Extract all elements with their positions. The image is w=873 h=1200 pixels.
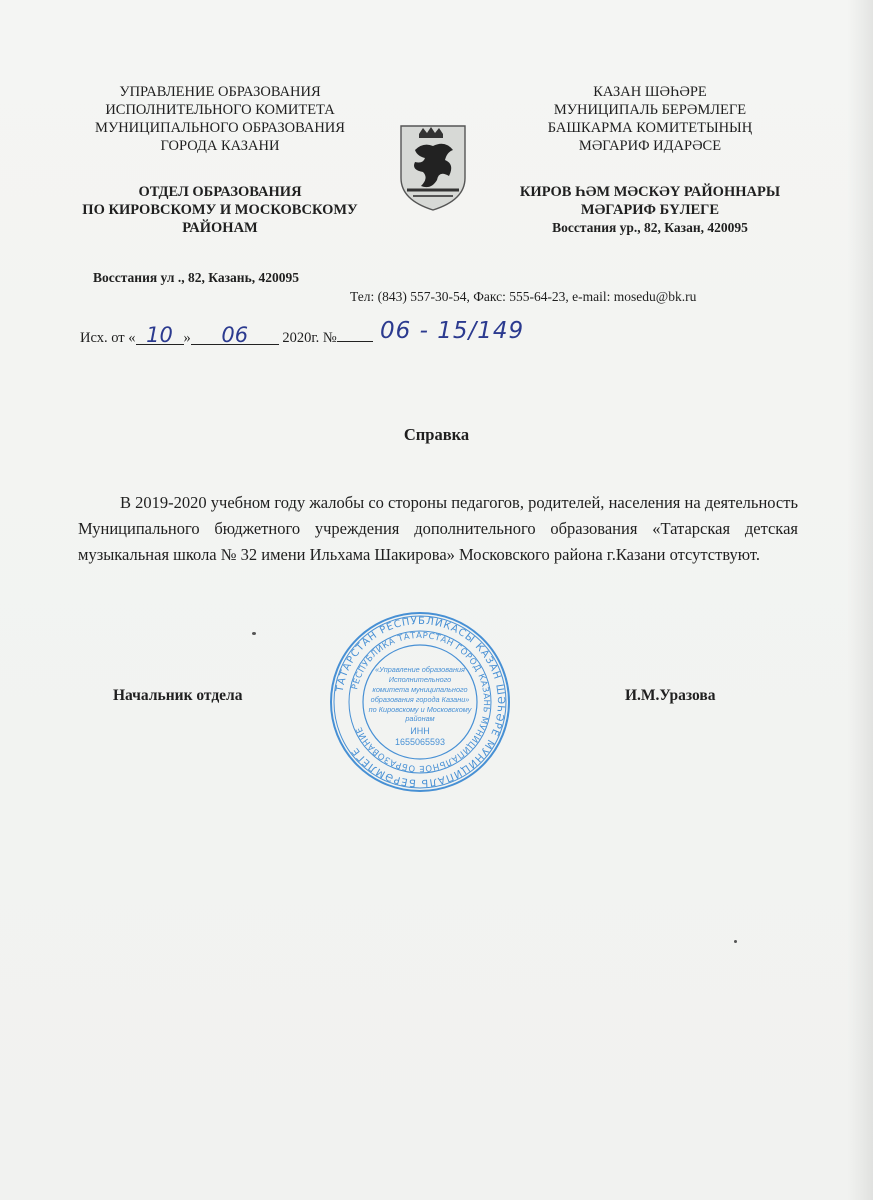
ref-day: 10 xyxy=(136,326,184,345)
stamp-inner-ring: РЕСПУБЛИКА ТАТАРСТАН ГОРОД КАЗАНЬ МУНИЦИПАЛЬНОЕ ОБРАЗОВАНИЕ xyxy=(350,630,492,774)
org-line: ИСПОЛНИТЕЛЬНОГО КОМИТЕТА xyxy=(105,102,335,118)
ref-year: 2020г. № xyxy=(278,330,337,346)
org-line: БАШКАРМА КОМИТЕТЫНЫҢ xyxy=(547,120,753,136)
document-title: Справка xyxy=(403,425,470,444)
dept-line: КИРОВ ҺӘМ МӘСКӘҮ РАЙОННАРЫ xyxy=(519,184,781,200)
stamp-inn-value: 1655065593 xyxy=(394,737,446,747)
paper-edge-shadow xyxy=(847,0,873,1200)
org-line: МӘГАРИФ ИДАРӘСЕ xyxy=(578,138,722,154)
dept-line: МӘГАРИФ БҮЛЕГЕ xyxy=(580,202,720,218)
official-stamp-icon xyxy=(328,610,512,794)
stamp-inn-label: ИНН xyxy=(410,726,430,736)
ref-month: 06 xyxy=(191,326,279,345)
dept-line: РАЙОНАМ xyxy=(182,220,258,236)
org-line: КАЗАН ШӘҺӘРЕ xyxy=(593,84,707,100)
address-right: Восстания ур., 82, Казан, 420095 xyxy=(552,220,748,235)
stamp-center-line: районам xyxy=(405,714,435,723)
contacts-line: Тел: (843) 557-30-54, Факс: 555-64-23, e-mail: mosedu@bk.ru xyxy=(350,289,697,304)
letterhead-left xyxy=(60,83,380,237)
org-line: МУНИЦИПАЛЬ БЕРӘМЛЕГЕ xyxy=(553,102,747,118)
ref-prefix: Исх. от « xyxy=(80,330,136,346)
stamp-center-line: по Кировскому и Московскому xyxy=(368,705,472,714)
org-line: ГОРОДА КАЗАНИ xyxy=(160,138,280,154)
letterhead-right xyxy=(480,83,820,237)
address-left: Восстания ул ., 82, Казань, 420095 xyxy=(93,270,299,285)
stamp-outer-ring: ТАТАРСТАН РЕСПУБЛИКАСЫ КАЗАН ШӘҺӘРЕ МУНИЦИПАЛЬ БЕРӘМЛЕГЕ xyxy=(334,615,507,789)
stamp-center-line: комитета муниципального xyxy=(372,685,468,694)
scan-speck xyxy=(252,632,256,635)
stamp-center-line: образования города Казани» xyxy=(370,695,470,704)
stamp-center-line: Исполнительного xyxy=(388,675,452,684)
stamp-center-line: «Управление образования xyxy=(375,665,465,674)
org-line: УПРАВЛЕНИЕ ОБРАЗОВАНИЯ xyxy=(119,84,321,100)
signatory-role: Начальник отдела xyxy=(113,687,243,704)
scan-speck xyxy=(734,940,737,943)
outgoing-reference xyxy=(80,318,525,347)
city-emblem-icon xyxy=(393,120,473,212)
dept-line: ОТДЕЛ ОБРАЗОВАНИЯ xyxy=(138,184,302,200)
dept-line: ПО КИРОВСКОМУ И МОСКОВСКОМУ xyxy=(82,202,358,218)
org-line: МУНИЦИПАЛЬНОГО ОБРАЗОВАНИЯ xyxy=(95,120,345,136)
signatory-name: И.М.Уразова xyxy=(625,687,716,704)
ref-number: 06 - 15/149 xyxy=(380,318,525,344)
document-body: В 2019-2020 учебном году жалобы со стороны педагогов, родителей, населения на деятельность Муниципального бюджетного учреждения дополнительного образования «Татарская детская музыкальная школа № 32 имени Ильхама Шакирова» Московского района г.Казани отсутствуют. xyxy=(78,493,798,564)
ref-mid: » xyxy=(183,330,191,346)
